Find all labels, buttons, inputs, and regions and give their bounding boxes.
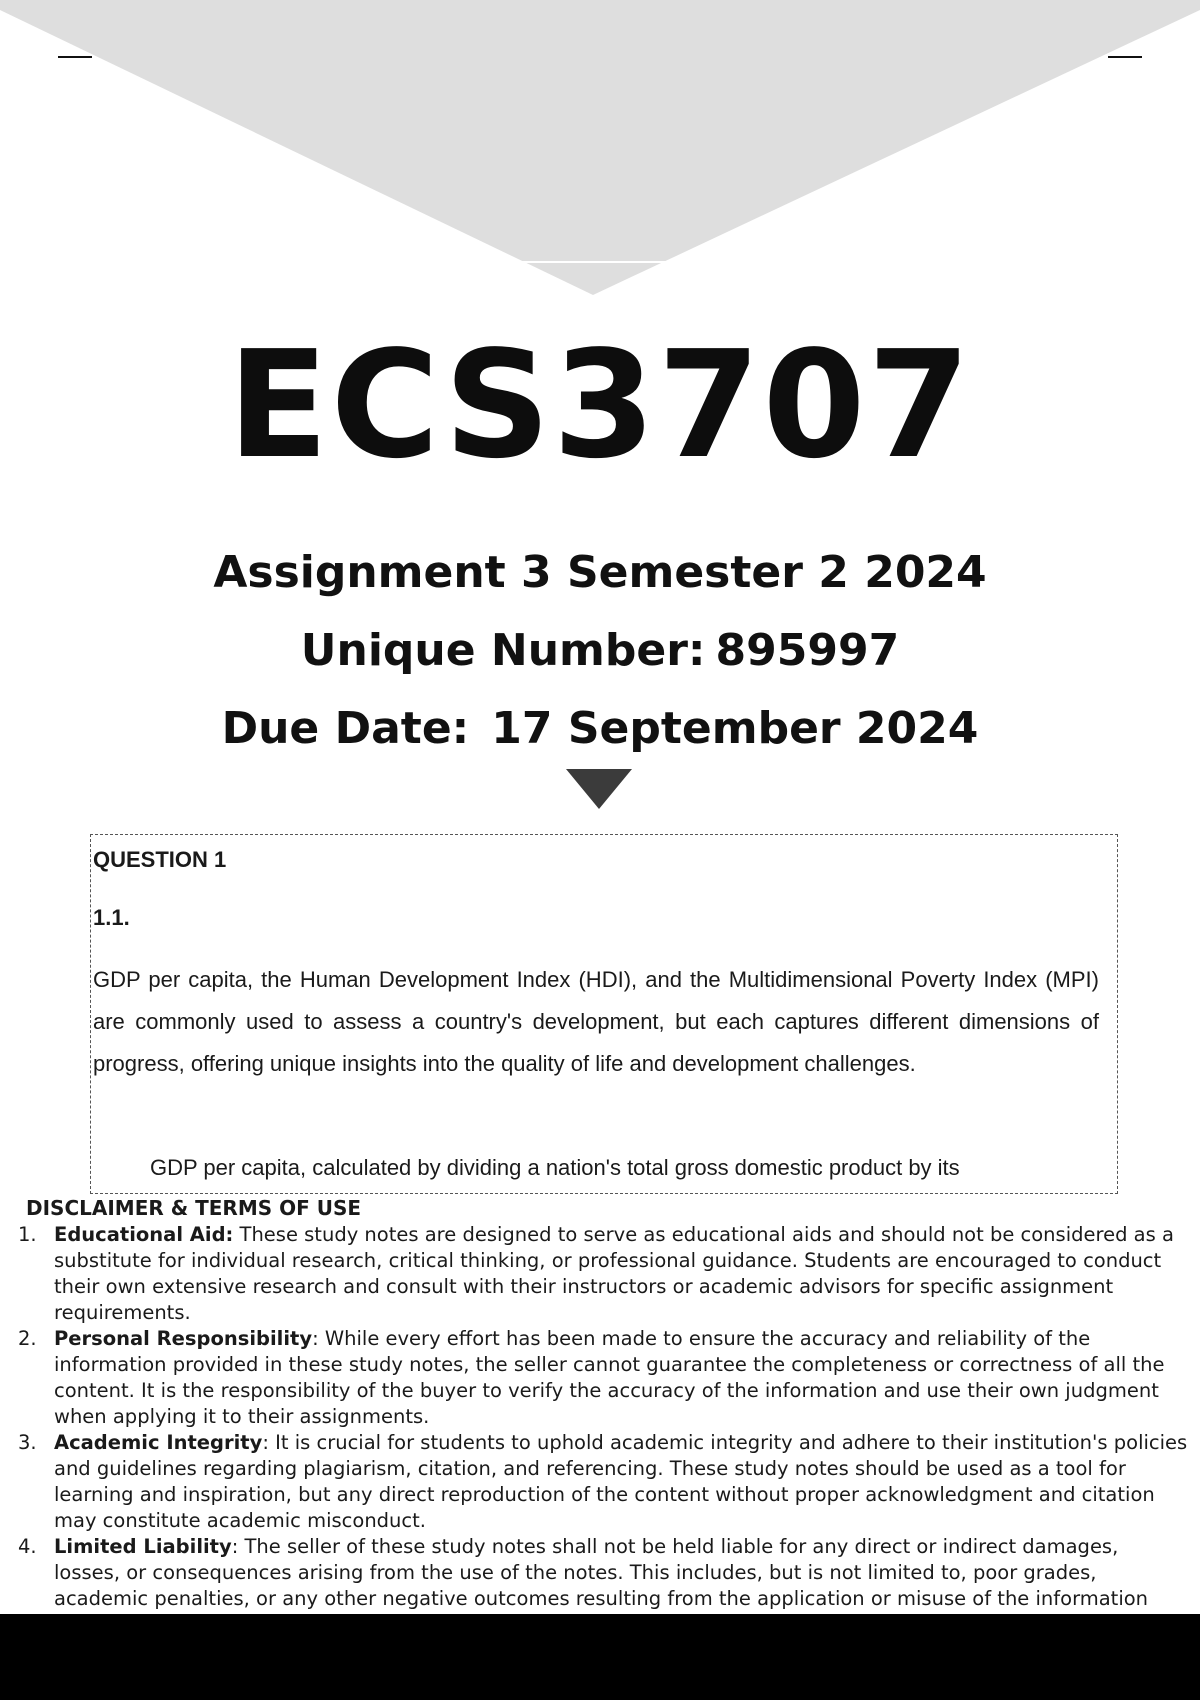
disclaimer-item xyxy=(18,1534,1188,1612)
disclaimer-item xyxy=(18,1326,1188,1430)
disclaimer-item-number: 1. xyxy=(18,1223,37,1246)
due-date-label: Due Date: xyxy=(221,703,470,754)
question-preview-box xyxy=(90,834,1118,1194)
due-date-line xyxy=(0,704,1200,754)
unique-number-value: 895997 xyxy=(715,625,900,676)
disclaimer-item-text: These study notes are designed to serve as educational aids and should not be considered as a substitute for individual research, critical thinking, or professional guidance. Students are encouraged to conduct their own extensive research and consult with their instructors or academic advisors for specific assignment requirements. xyxy=(54,1223,1174,1324)
crop-mark-right xyxy=(1108,56,1142,58)
disclaimer-item-text: : The seller of these study notes shall not be held liable for any direct or indirect damages, losses, or consequences arising from the use of the notes. This includes, but is not limited to, poor grades, academic penalties, or any other negative outcomes resulting from the application or misuse of the information xyxy=(54,1535,1149,1610)
bottom-black-bar xyxy=(0,1614,1200,1700)
down-arrow-icon xyxy=(566,769,632,809)
disclaimer-item-number: 2. xyxy=(18,1327,37,1350)
disclaimer-item-term: Personal Responsibility xyxy=(54,1327,313,1350)
disclaimer-title: DISCLAIMER & TERMS OF USE xyxy=(26,1196,362,1220)
question-heading: QUESTION 1 xyxy=(93,847,227,872)
disclaimer-item xyxy=(18,1430,1188,1534)
disclaimer-item-number: 3. xyxy=(18,1431,37,1454)
question-paragraph-2: GDP per capita, calculated by dividing a nation's total gross domestic product by its xyxy=(150,1155,960,1180)
disclaimer-item-term: Educational Aid: xyxy=(54,1223,234,1246)
disclaimer-item-number: 4. xyxy=(18,1535,37,1558)
disclaimer-item-text: : While every effort has been made to ensure the accuracy and reliability of the information provided in these study notes, the seller cannot guarantee the completeness or correctness of all the content. It is the responsibility of the buyer to verify the accuracy of the information and use their own judgment when applying it to their assignments. xyxy=(54,1327,1165,1428)
disclaimer-item xyxy=(18,1222,1188,1326)
disclaimer-item-text: : It is crucial for students to uphold academic integrity and adhere to their institution's policies and guidelines regarding plagiarism, citation, and referencing. These study notes should be used as a tool for learning and inspiration, but any direct reproduction of the content without proper acknowledgment and citation may constitute academic misconduct. xyxy=(54,1431,1188,1532)
disclaimer-list xyxy=(18,1222,1188,1612)
cover-banner-chevron xyxy=(0,0,1200,300)
due-date-value: 17 September 2024 xyxy=(491,703,979,754)
assignment-line: Assignment 3 Semester 2 2024 xyxy=(213,547,987,598)
unique-number-line xyxy=(0,626,1200,676)
crop-mark-left xyxy=(58,56,92,58)
unique-number-label: Unique Number: xyxy=(300,625,706,676)
course-code-title: ECS3707 xyxy=(227,319,973,491)
question-number: 1.1. xyxy=(93,905,130,930)
disclaimer-item-term: Academic Integrity xyxy=(54,1431,263,1454)
disclaimer-section xyxy=(18,1194,1188,1612)
question-paragraph-1: GDP per capita, the Human Development Index (HDI), and the Multidimensional Poverty Index (MPI) are commonly used to assess a country's development, but each captures different dimensions of progress, offering unique insights into the quality of life and development challenges. xyxy=(93,967,1099,1076)
disclaimer-item-term: Limited Liability xyxy=(54,1535,232,1558)
